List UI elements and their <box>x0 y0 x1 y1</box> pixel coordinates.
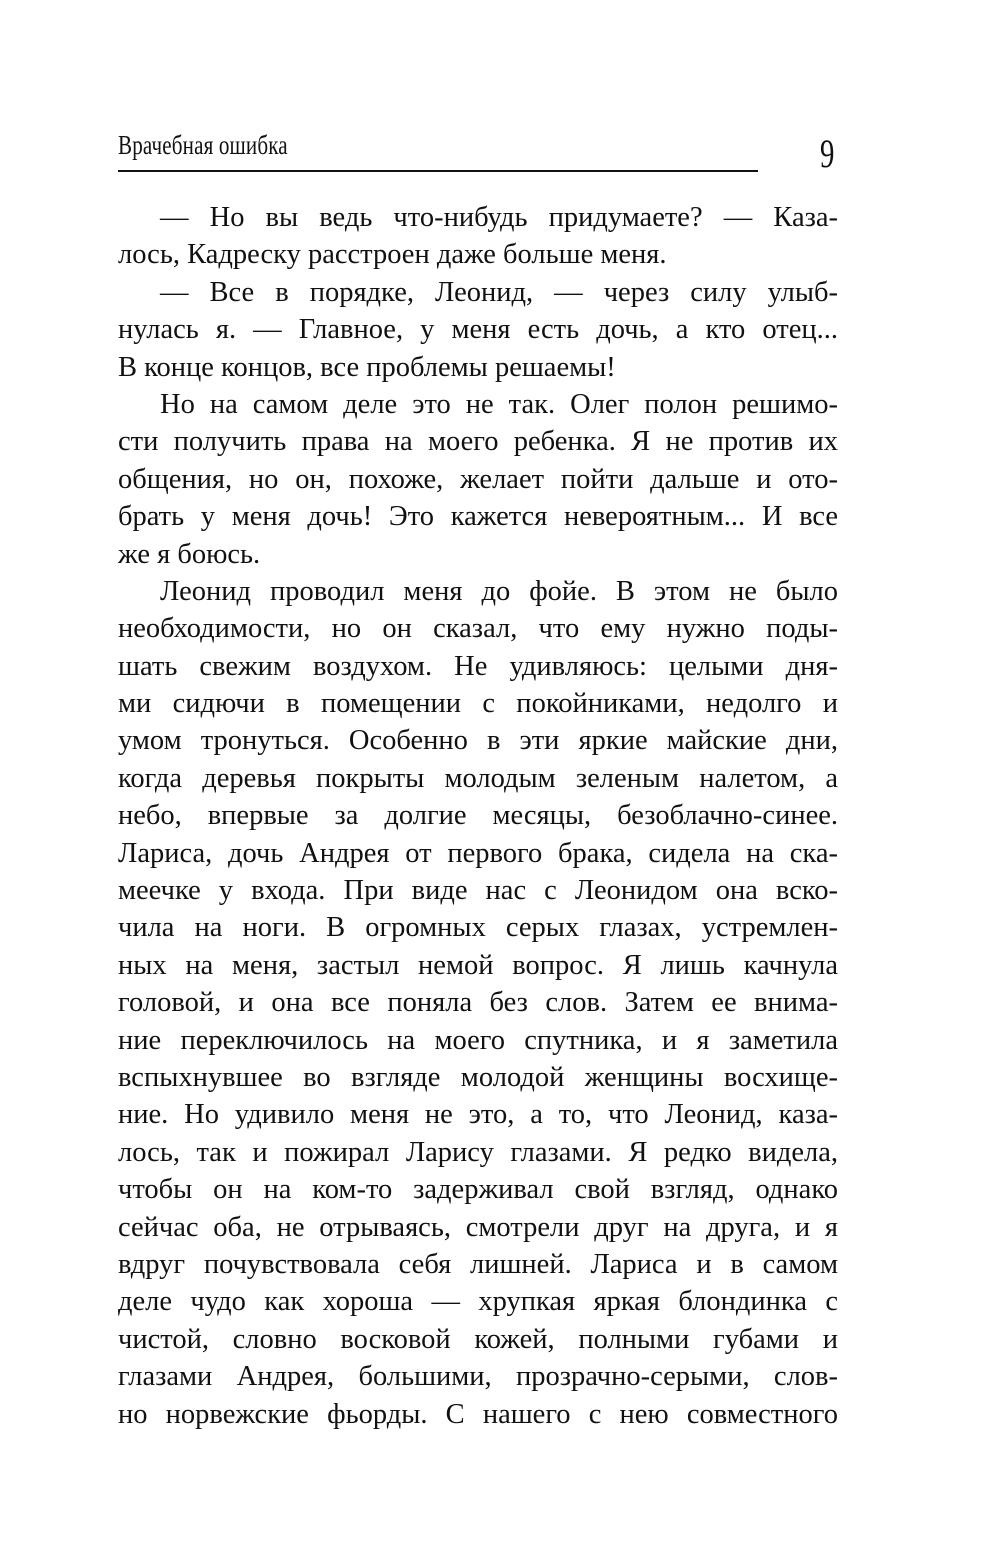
text-line: ние. Но удивило меня не это, а то, что Леонид, каза- <box>118 1099 838 1131</box>
text-line: сти получить права на моего ребенка. Я не против их <box>118 426 838 458</box>
text-line: В конце концов, все проблемы решаемы! <box>118 351 616 383</box>
text-line: Но на самом деле это не так. Олег полон решимо- <box>160 388 838 420</box>
text-line: общения, но он, похоже, желает пойти дальше и ото- <box>118 463 838 495</box>
body-text <box>118 199 838 1433</box>
text-line: чтобы он на ком-то задерживал свой взгляд, однако <box>118 1174 838 1206</box>
text-line: лось, так и пожирал Ларису глазами. Я редко видела, <box>118 1136 838 1168</box>
text-line: но норвежские фьорды. С нашего с нею совместного <box>118 1398 838 1430</box>
text-line: же я боюсь. <box>118 538 261 570</box>
text-line: деле чудо как хороша — хрупкая яркая блондинка с <box>118 1286 838 1318</box>
text-line: необходимости, но он сказал, что ему нужно поды- <box>118 613 838 645</box>
text-line: ние переключилось на моего спутника, и я заметила <box>118 1024 838 1056</box>
text-line: головой, и она все поняла без слов. Затем ее внима- <box>118 987 838 1019</box>
text-line: нулась я. — Главное, у меня есть дочь, а кто отец... <box>118 314 838 346</box>
text-line: вспыхнувшее во взгляде молодой женщины восхище- <box>118 1061 838 1093</box>
text-line: чистой, словно восковой кожей, полными губами и <box>118 1323 838 1355</box>
text-line: ми сидючи в помещении с покойниками, недолго и <box>118 688 838 720</box>
text-line: шать свежим воздухом. Не удивляюсь: целыми дня- <box>118 650 838 682</box>
text-line: глазами Андрея, большими, прозрачно-серыми, слов- <box>118 1361 838 1393</box>
book-title: Врачебная ошибка <box>118 130 288 160</box>
text-line: меечке у входа. При виде нас с Леонидом она вско- <box>118 875 838 907</box>
running-header <box>118 128 758 172</box>
text-line: — Но вы ведь что-нибудь придумаете? — Каза- <box>160 202 838 233</box>
text-line: чила на ноги. В огромных серых глазах, устремлен- <box>118 912 838 944</box>
text-line: когда деревья покрыты молодым зеленым налетом, а <box>118 762 838 794</box>
text-line: вдруг почувствовала себя лишней. Лариса и в самом <box>118 1248 838 1280</box>
text-line: Леонид проводил меня до фойе. В этом не было <box>160 575 838 607</box>
text-line: умом тронуться. Особенно в эти яркие майские дни, <box>118 725 838 757</box>
text-line: лось, Кадреску расстроен даже больше меня. <box>118 239 667 271</box>
text-line: небо, впервые за долгие месяцы, безоблачно-синее. <box>118 800 838 832</box>
text-line: — Все в порядке, Леонид, — через силу улыб- <box>160 276 838 308</box>
text-line: брать у меня дочь! Это кажется невероятным... И все <box>118 501 838 533</box>
text-line: Лариса, дочь Андрея от первого брака, сидела на ска- <box>118 837 838 869</box>
page-number: 9 <box>820 131 835 176</box>
text-line: сейчас оба, не отрываясь, смотрели друг на друга, и я <box>118 1211 838 1243</box>
text-line: ных на меня, застыл немой вопрос. Я лишь качнула <box>118 949 838 981</box>
